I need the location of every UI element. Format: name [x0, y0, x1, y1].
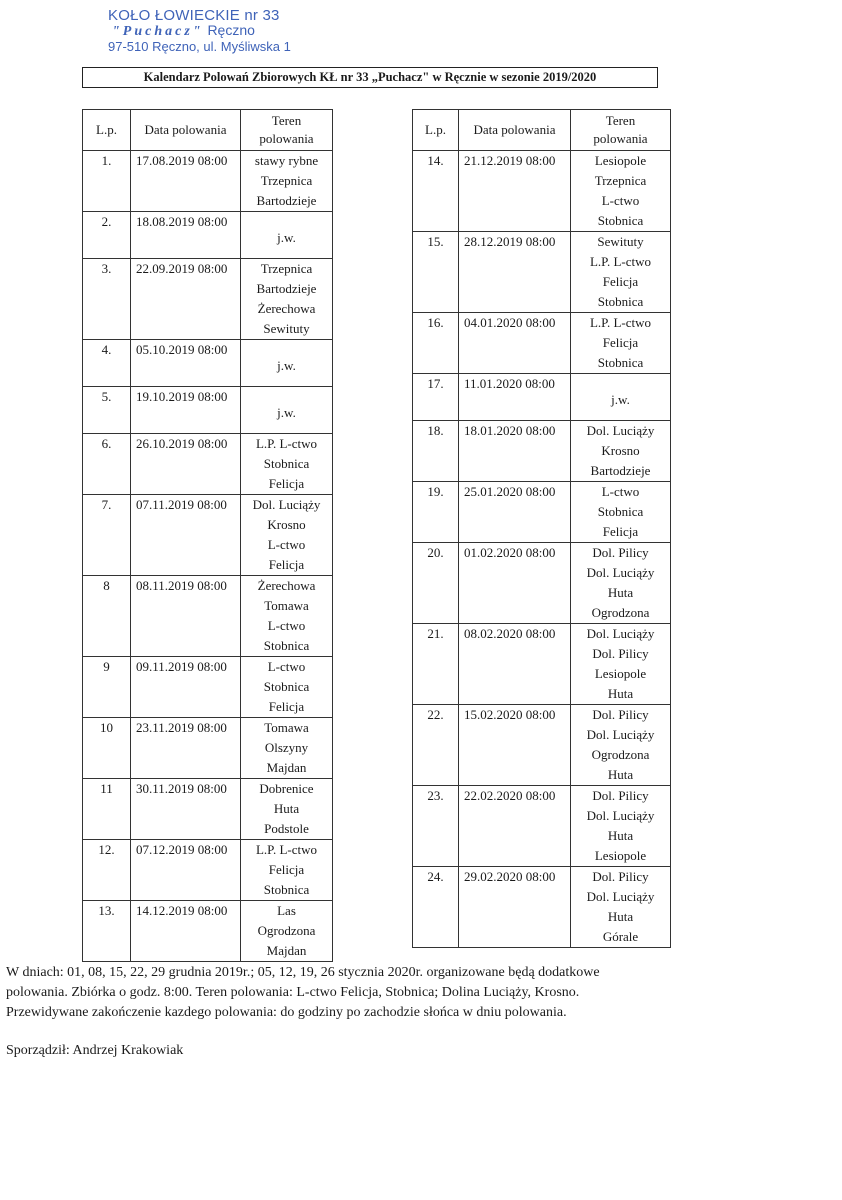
stamp-club-name: KOŁO ŁOWIECKIE nr 33 — [108, 7, 280, 24]
hunt-area-line: Ogrodzona — [591, 747, 650, 762]
table-row — [83, 151, 333, 212]
table-row — [413, 313, 671, 374]
hunt-area-line: j.w. — [277, 405, 296, 420]
table-row — [83, 495, 333, 576]
hunt-date: 25.01.2020 08:00 — [459, 482, 571, 543]
footer-line: polowania. Zbiórka o godz. 8:00. Teren polowania: L-ctwo Felicja, Stobnica; Dolina Luciąży, Krosno. — [6, 985, 580, 1000]
header-lp: L.p. — [83, 110, 131, 151]
hunt-area-line: Lesiopole — [594, 153, 647, 168]
hunt-date: 22.09.2019 08:00 — [131, 259, 241, 340]
hunt-date: 07.12.2019 08:00 — [131, 840, 241, 901]
table-row — [83, 840, 333, 901]
hunt-area-line: L-ctwo — [601, 484, 640, 499]
table-row — [83, 387, 333, 434]
header-area-line2: polowania — [259, 131, 314, 146]
hunt-area — [241, 718, 333, 779]
hunt-date: 08.02.2020 08:00 — [459, 624, 571, 705]
hunt-date: 21.12.2019 08:00 — [459, 151, 571, 232]
table-row — [83, 901, 333, 962]
hunt-date: 18.01.2020 08:00 — [459, 421, 571, 482]
table-row — [83, 259, 333, 340]
hunt-area-line: Ogrodzona — [257, 923, 316, 938]
hunt-area-line: L-ctwo — [601, 193, 640, 208]
hunt-area — [571, 151, 671, 232]
hunt-area-line: Tomawa — [264, 720, 309, 735]
table-row — [83, 434, 333, 495]
hunt-area — [571, 421, 671, 482]
hunt-area-line: Felicja — [268, 476, 305, 491]
row-number: 17. — [413, 374, 459, 421]
hunt-area-line: Dol. Pilicy — [592, 869, 649, 884]
table-row — [413, 374, 671, 421]
hunt-area-line: Górale — [602, 929, 639, 944]
hunt-area-line: Dol. Luciąży — [586, 423, 655, 438]
hunt-area — [241, 340, 333, 387]
table-row — [413, 151, 671, 232]
row-number: 13. — [83, 901, 131, 962]
hunt-area — [571, 374, 671, 421]
hunt-date: 23.11.2019 08:00 — [131, 718, 241, 779]
hunt-area-line: Huta — [607, 909, 634, 924]
hunt-area-line: Trzepnica — [260, 261, 313, 276]
hunt-area-line: Felicja — [602, 274, 639, 289]
hunt-area — [241, 495, 333, 576]
hunt-date: 26.10.2019 08:00 — [131, 434, 241, 495]
table-row — [83, 779, 333, 840]
hunt-date: 15.02.2020 08:00 — [459, 705, 571, 786]
hunt-area-line: Sewituty — [263, 321, 310, 336]
hunt-area-line: Stobnica — [263, 882, 310, 897]
hunt-area-line: Bartodzieje — [590, 463, 651, 478]
hunt-area-line: L-ctwo — [267, 659, 306, 674]
footer-notes — [6, 963, 836, 1023]
hunt-area-line: L-ctwo — [267, 537, 306, 552]
hunt-area-line: Stobnica — [597, 294, 644, 309]
hunt-area-line: Dol. Luciąży — [586, 626, 655, 641]
hunt-calendar-left-table — [82, 109, 333, 962]
hunt-date: 11.01.2020 08:00 — [459, 374, 571, 421]
hunt-area-line: Huta — [607, 767, 634, 782]
row-number: 3. — [83, 259, 131, 340]
hunt-date: 07.11.2019 08:00 — [131, 495, 241, 576]
hunt-area-line: Dol. Luciąży — [586, 889, 655, 904]
footer-line: W dniach: 01, 08, 15, 22, 29 grudnia 2019r.; 05, 12, 19, 26 stycznia 2020r. organizowane będą dodatkowe — [6, 965, 600, 980]
hunt-area — [241, 151, 333, 212]
hunt-area-line: Sewituty — [597, 234, 644, 249]
hunt-date: 04.01.2020 08:00 — [459, 313, 571, 374]
stamp-puchacz: "Puchacz" — [112, 24, 204, 40]
hunt-area-line: Dol. Pilicy — [592, 788, 649, 803]
hunt-date: 08.11.2019 08:00 — [131, 576, 241, 657]
hunt-date: 09.11.2019 08:00 — [131, 657, 241, 718]
hunt-area-line: Ogrodzona — [591, 605, 650, 620]
header-area-line1: Teren — [271, 113, 302, 128]
hunt-area-line: Huta — [607, 585, 634, 600]
hunt-area-line: Dol. Pilicy — [592, 545, 649, 560]
hunt-date: 19.10.2019 08:00 — [131, 387, 241, 434]
stamp-address: 97-510 Ręczno, ul. Myśliwska 1 — [108, 38, 291, 54]
row-number: 15. — [413, 232, 459, 313]
table-row — [413, 867, 671, 948]
hunt-area-line: Felicja — [268, 862, 305, 877]
hunt-area-line: Dobrenice — [259, 781, 314, 796]
row-number: 24. — [413, 867, 459, 948]
row-number: 7. — [83, 495, 131, 576]
hunt-date: 18.08.2019 08:00 — [131, 212, 241, 259]
row-number: 9 — [83, 657, 131, 718]
header-area — [241, 110, 333, 151]
hunt-area — [241, 259, 333, 340]
hunt-date: 28.12.2019 08:00 — [459, 232, 571, 313]
hunt-area — [571, 313, 671, 374]
table-row — [413, 705, 671, 786]
row-number: 1. — [83, 151, 131, 212]
hunt-area-line: Dol. Luciąży — [586, 808, 655, 823]
hunt-area-line: j.w. — [611, 392, 630, 407]
hunt-area-line: Dol. Luciąży — [252, 497, 321, 512]
hunt-area-line: L.P. L-ctwo — [255, 842, 318, 857]
hunt-area — [571, 867, 671, 948]
hunt-area-line: Krosno — [601, 443, 640, 458]
table-row — [83, 340, 333, 387]
hunt-area — [241, 779, 333, 840]
hunt-area — [571, 624, 671, 705]
hunt-area-line: Huta — [607, 828, 634, 843]
table-row — [83, 718, 333, 779]
row-number: 23. — [413, 786, 459, 867]
hunt-area-line: Krosno — [267, 517, 306, 532]
hunt-date: 22.02.2020 08:00 — [459, 786, 571, 867]
hunt-area — [241, 212, 333, 259]
document-title: Kalendarz Polowań Zbiorowych KŁ nr 33 „Puchacz" w Ręcznie w sezonie 2019/2020 — [82, 67, 658, 88]
hunt-date: 05.10.2019 08:00 — [131, 340, 241, 387]
table-row — [413, 543, 671, 624]
hunt-area-line: Huta — [273, 801, 300, 816]
hunt-area — [571, 543, 671, 624]
hunt-area-line: Majdan — [266, 943, 307, 958]
hunt-area-line: Olszyny — [264, 740, 309, 755]
table-row — [83, 657, 333, 718]
row-number: 4. — [83, 340, 131, 387]
hunt-area-line: L.P. L-ctwo — [589, 254, 652, 269]
table-row — [83, 212, 333, 259]
hunt-area-line: Lesiopole — [594, 848, 647, 863]
header-lp: L.p. — [413, 110, 459, 151]
hunt-area-line: Trzepnica — [260, 173, 313, 188]
header-date: Data polowania — [131, 110, 241, 151]
hunt-area — [241, 901, 333, 962]
stamp-club-subtitle — [108, 23, 328, 39]
footer-line: Przewidywane zakończenie kazdego polowania: do godziny po zachodzie słońca w dniu polowania. — [6, 1005, 567, 1020]
row-number: 12. — [83, 840, 131, 901]
row-number: 10 — [83, 718, 131, 779]
hunt-area-line: L.P. L-ctwo — [255, 436, 318, 451]
hunt-area-line: Stobnica — [263, 638, 310, 653]
table-row — [413, 786, 671, 867]
hunt-area-line: Felicja — [268, 557, 305, 572]
hunt-area-line: Dol. Pilicy — [592, 707, 649, 722]
hunt-area-line: j.w. — [277, 230, 296, 245]
row-number: 6. — [83, 434, 131, 495]
hunt-area-line: Felicja — [602, 524, 639, 539]
hunt-area-line: Dol. Luciąży — [586, 727, 655, 742]
hunt-area-line: Las — [277, 903, 296, 918]
hunt-area-line: Stobnica — [597, 213, 644, 228]
table-header-row — [83, 110, 333, 151]
row-number: 18. — [413, 421, 459, 482]
hunt-area — [571, 482, 671, 543]
hunt-area-line: Stobnica — [597, 504, 644, 519]
stamp-town: Ręczno — [207, 22, 255, 39]
hunt-area-line: Podstole — [264, 821, 309, 836]
hunt-date: 29.02.2020 08:00 — [459, 867, 571, 948]
hunt-date: 30.11.2019 08:00 — [131, 779, 241, 840]
hunt-date: 17.08.2019 08:00 — [131, 151, 241, 212]
hunt-area-line: Stobnica — [263, 456, 310, 471]
hunt-area — [571, 705, 671, 786]
hunt-area-line: Żerechowa — [257, 578, 316, 593]
hunt-area — [241, 657, 333, 718]
header-date: Data polowania — [459, 110, 571, 151]
row-number: 21. — [413, 624, 459, 705]
row-number: 20. — [413, 543, 459, 624]
hunt-area-line: Felicja — [268, 699, 305, 714]
header-area-line1: Teren — [605, 113, 636, 128]
hunt-area-line: Stobnica — [263, 679, 310, 694]
hunt-area — [241, 840, 333, 901]
hunt-calendar-right-table — [412, 109, 671, 948]
hunt-area-line: Dol. Luciąży — [586, 565, 655, 580]
row-number: 11 — [83, 779, 131, 840]
club-stamp — [108, 8, 328, 53]
table-row — [83, 576, 333, 657]
hunt-area — [241, 387, 333, 434]
hunt-area-line: L-ctwo — [267, 618, 306, 633]
row-number: 14. — [413, 151, 459, 232]
row-number: 16. — [413, 313, 459, 374]
hunt-area-line: Majdan — [266, 760, 307, 775]
hunt-area-line: stawy rybne — [254, 153, 319, 168]
table-row — [413, 482, 671, 543]
hunt-area-line: Żerechowa — [257, 301, 316, 316]
hunt-area-line: L.P. L-ctwo — [589, 315, 652, 330]
hunt-area-line: Trzepnica — [594, 173, 647, 188]
hunt-area-line: Bartodzieje — [256, 193, 317, 208]
hunt-area-line: Tomawa — [264, 598, 309, 613]
table-row — [413, 421, 671, 482]
row-number: 5. — [83, 387, 131, 434]
hunt-area-line: Huta — [607, 686, 634, 701]
hunt-area-line: Dol. Pilicy — [592, 646, 649, 661]
hunt-area — [571, 232, 671, 313]
row-number: 2. — [83, 212, 131, 259]
hunt-area-line: Bartodzieje — [256, 281, 317, 296]
table-row — [413, 624, 671, 705]
prepared-by: Sporządził: Andrzej Krakowiak — [6, 1043, 184, 1058]
hunt-area — [241, 434, 333, 495]
row-number: 8 — [83, 576, 131, 657]
hunt-area — [241, 576, 333, 657]
header-area-line2: polowania — [593, 131, 648, 146]
hunt-date: 14.12.2019 08:00 — [131, 901, 241, 962]
hunt-area-line: j.w. — [277, 358, 296, 373]
table-header-row — [413, 110, 671, 151]
row-number: 22. — [413, 705, 459, 786]
hunt-area-line: Stobnica — [597, 355, 644, 370]
hunt-area-line: Felicja — [602, 335, 639, 350]
row-number: 19. — [413, 482, 459, 543]
hunt-date: 01.02.2020 08:00 — [459, 543, 571, 624]
hunt-area-line: Lesiopole — [594, 666, 647, 681]
hunt-area — [571, 786, 671, 867]
header-area — [571, 110, 671, 151]
table-row — [413, 232, 671, 313]
